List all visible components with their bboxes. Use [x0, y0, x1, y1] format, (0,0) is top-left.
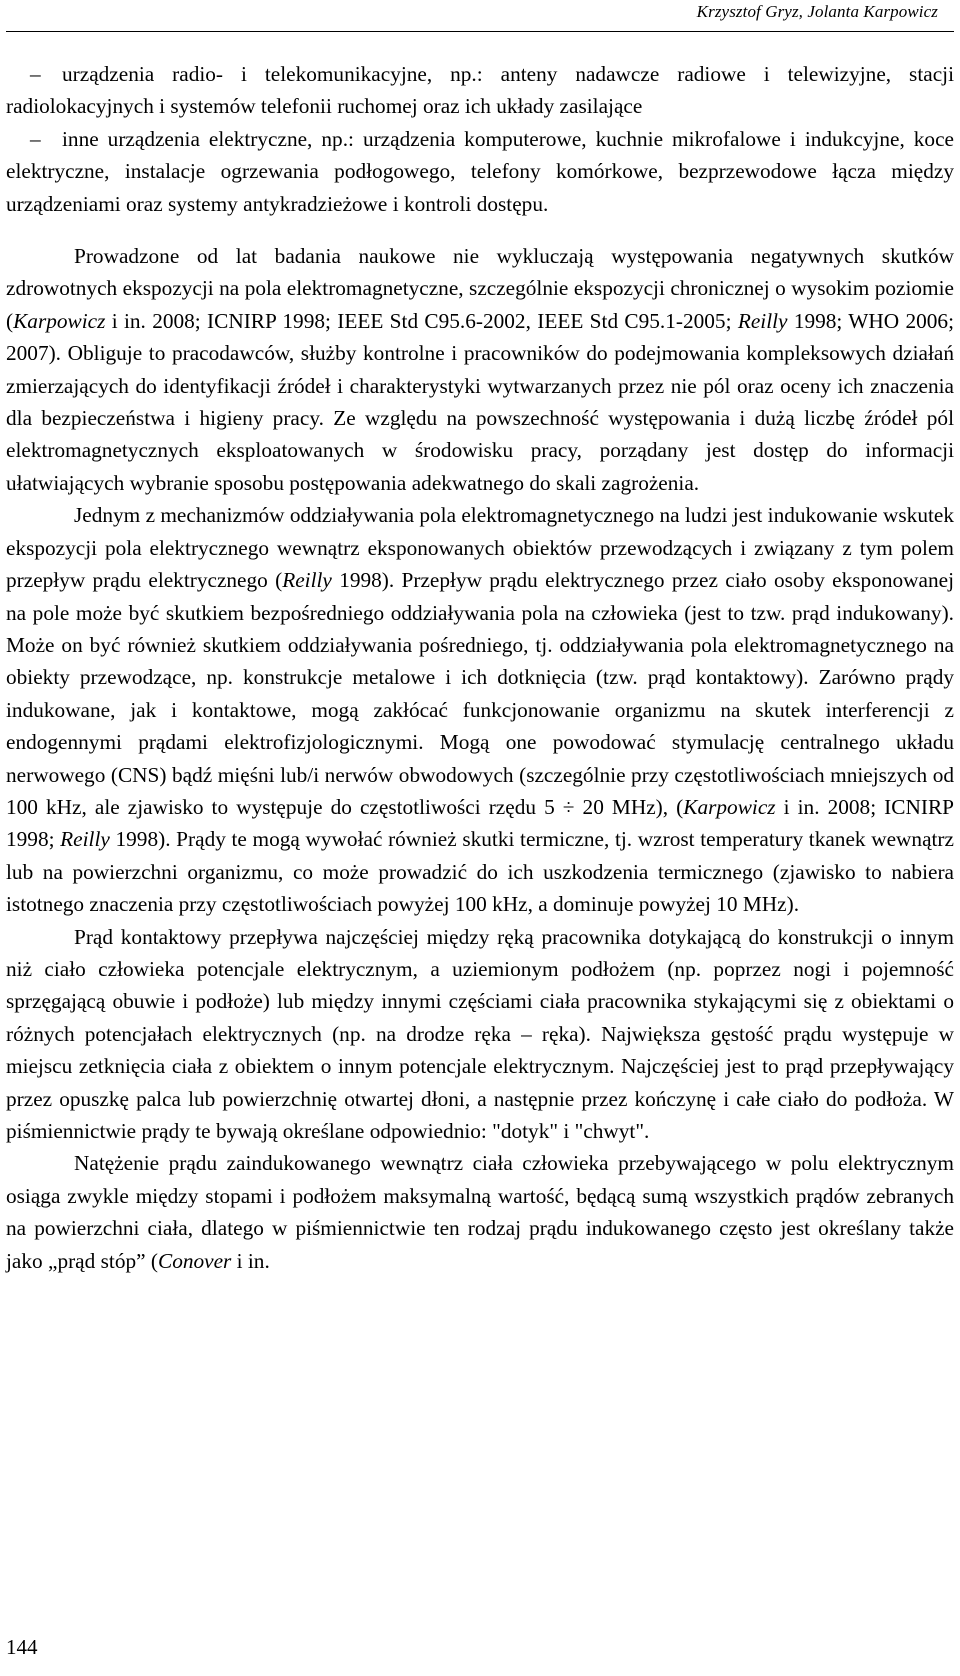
citation-author: Conover	[157, 1248, 232, 1273]
citation-author: Reilly	[282, 568, 332, 593]
running-header: Krzysztof Gryz, Jolanta Karpowicz	[696, 2, 938, 21]
list-item	[6, 123, 954, 220]
text-run: 1998; WHO 2006; 2007). Obliguje to pracodawców, służby kontrolne i pracowników do podejmowania kompleksowych działań zmierzających do identyfikacji źródeł i charakterystyki wytwarzanych przez nie pól oraz oceny ich znaczenia dla bezpieczeństwa i higieny pracy. Ze względu na powszechność występowania i dużą liczbę źródeł pól elektromagnetycznych eksploatowanych w środowisku pracy, porządany jest dostęp do informacji ułatwiających wybranie sposobu postępowania adekwatnego do skali zagrożenia.	[6, 308, 954, 495]
body-text	[6, 58, 954, 1277]
text-run: i in. 2008; ICNIRP 1998;	[6, 794, 954, 852]
text-run: Prowadzone od lat badania naukowe nie wykluczają występowania negatywnych skutków zdrowotnych ekspozycji na pola elektromagnetyczne, szczególnie ekspozycji chronicznej o wysokim poziomie (	[6, 244, 954, 333]
citation-author: Karpowicz	[13, 308, 106, 333]
paragraph-3	[6, 921, 954, 1148]
text-run: 1998). Prądy te mogą wywołać również skutki termiczne, tj. wzrost temperatury tkanek wewnątrz lub na powierzchni organizmu, co może prowadzić do ich uszkodzenia termicznego (zjawisko to nabiera istotnego znaczenia przy częstotliwościach powyżej 100 kHz, a dominuje powyżej 10 MHz).	[6, 827, 954, 917]
list-bullet: –	[30, 126, 41, 151]
citation-author: Reilly	[737, 308, 788, 333]
paragraph-1	[6, 240, 954, 499]
text-run: 1998). Przepływ prądu elektrycznego przez ciało osoby eksponowanej na pole może być skutkiem bezpośredniego oddziaływania pola na człowieka (jest to tzw. prąd indukowany). Może on być również skutkiem oddziaływania pośredniego, tj. oddziaływania pola elektromagnetycznego na obiekty przewodzące, np. konstrukcje metalowe i ich dotknięcia (tzw. prąd kontaktowy). Zarówno prądy indukowane, jak i kontaktowe, mogą zakłócać funkcjonowanie organizmu na skutek interferencji z endogennymi prądami elektrofizjologicznymi. Mogą one powodować stymulację centralnego układu nerwowego (CNS) bądź mięśni lub/i nerwów obwodowych (szczególnie przy częstotliwościach mniejszych od 100 kHz, ale zjawisko to występuje do częstotliwości rzędu 5 ÷ 20 MHz), (	[6, 568, 954, 819]
header-rule	[6, 31, 954, 32]
list-item-text: urządzenia radio- i telekomunikacyjne, np.: anteny nadawcze radiowe i telewizyjne, stacji radiolokacyjnych i systemów telefonii ruchomej oraz ich układy zasilające	[6, 62, 954, 119]
text-run: Jednym z mechanizmów oddziaływania pola elektromagnetycznego na ludzi jest indukowanie wskutek ekspozycji pola elektrycznego wewnątrz eksponowanych obiektów przewodzących i związany z tym polem przepływ prądu elektrycznego (	[6, 503, 954, 593]
list-item	[6, 58, 954, 123]
citation-author: Reilly	[60, 827, 110, 852]
page-number: 144	[6, 1635, 38, 1659]
citation-author: Karpowicz	[683, 794, 776, 819]
text-run: i in.	[231, 1248, 270, 1273]
text-run: i in. 2008; ICNIRP 1998; IEEE Std C95.6-2002, IEEE Std C95.1-2005;	[105, 308, 738, 333]
paragraph-4	[6, 1147, 954, 1277]
paragraph-2	[6, 499, 954, 920]
text-run: Prąd kontaktowy przepływa najczęściej między ręką pracownika dotykającą do konstrukcji o innym niż ciało człowieka potencjale elektrycznym, a uziemionym podłożem (np. poprzez nogi i pojemność sprzęgającą obuwie i podłoże) lub między innymi częściami ciała pracownika stykającymi się z obiektami o różnych potencjałach elektrycznych (np. na drodze ręka – ręka). Największa gęstość prądu występuje w miejscu zetknięcia ciała z obiektem o innym potencjale elektrycznym. Najczęściej jest to prąd przepływający przez opuszkę palca lub powierzchnię otwartej dłoni, a następnie przez kończynę i całe ciało do podłoża. W piśmiennictwie prądy te bywają określane odpowiednio: "dotyk" i "chwyt".	[6, 924, 954, 1143]
list-item-text: inne urządzenia elektryczne, np.: urządzenia komputerowe, kuchnie mikrofalowe i indukcyjne, koce elektryczne, instalacje ogrzewania podłogowego, telefony komórkowe, bezprzewodowe łącza między urządzeniami oraz systemy antykradzieżowe i kontroli dostępu.	[6, 126, 954, 216]
text-run: Natężenie prądu zaindukowanego wewnątrz ciała człowieka przebywającego w polu elektrycznym osiąga zwykle między stopami i podłożem maksymalną wartość, będącą sumą wszystkich prądów zebranych na powierzchni ciała, dlatego w piśmiennictwie ten rodzaj prądu indukowanego często jest określany także jako „prąd stóp” (	[6, 1151, 954, 1273]
list-bullet: –	[30, 62, 41, 86]
